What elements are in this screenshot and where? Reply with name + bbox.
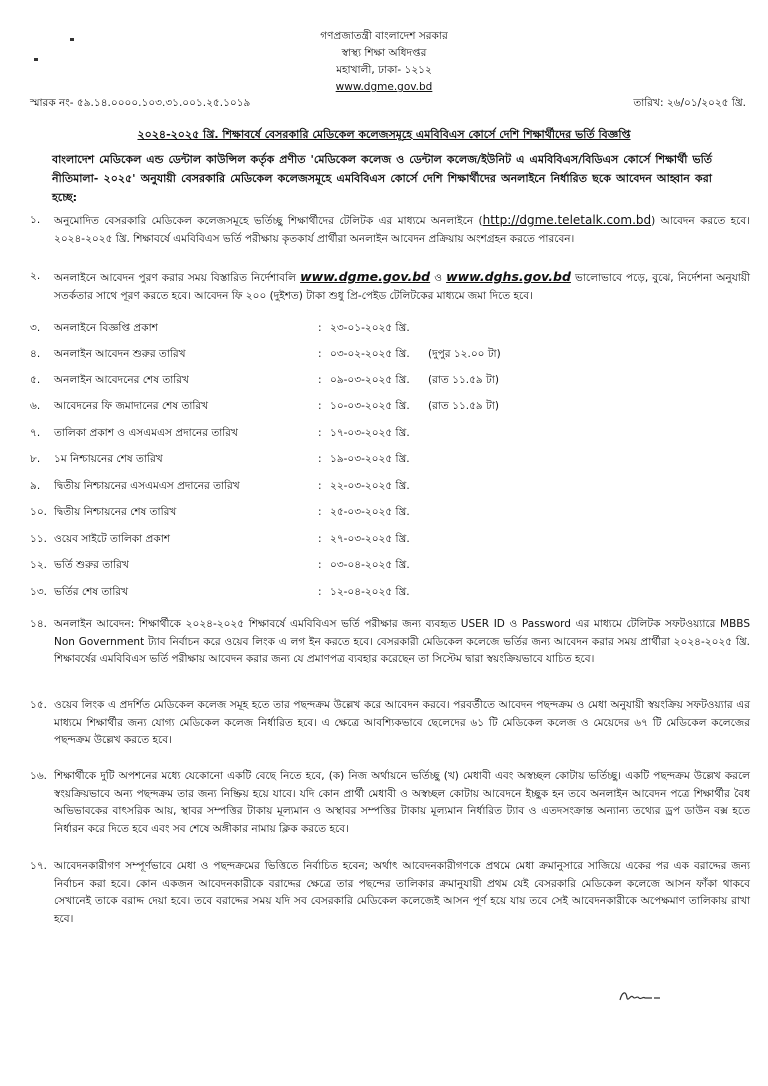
schedule-label: আবেদনের ফি জমাদানের শেষ তারিখ (54, 400, 209, 412)
schedule-date: ২৫-০৩-২০২৫ খ্রি. (330, 506, 410, 518)
schedule-date: ২৩-০১-২০২৫ খ্রি. (330, 322, 410, 334)
list-item (30, 697, 750, 750)
item-text: শিক্ষার্থীকে দুটি অপশনের মধ্যে যেকোনো একটি বেছে নিতে হবে, (ক) নিজ অর্থায়নে ভর্তিচ্ছু (খ) মেধাবী এবং অস্বচ্ছল কোটায় ভর্তিচ্ছু। একটি পছন্দক্রম উল্লেখ করলে স্বংয়ক্রিয়ভাবে অন্য পছন্দক্রম তার জন্য নিষ্ক্রিয় হয়ে যাবে। যদি কোন প্রার্থী মেধাবী ও অস্বচ্ছল কোটায় আবেদনে ইচ্ছুক হন তবে অনলাইন আবেদন পত্রে শিক্ষার্থীর বৈধ অভিভাবকের বাৎসরিক আয়, স্থাবর সম্পত্তির টাকায় মূল্যমান ও অস্থাবর সম্পত্তির টাকায় মূল্যমান নির্ধারিত ট্যাব ও এতদসংক্রান্ত অন্যান্য তথ্যের ড্রপ ডাউন বক্স হতে নির্ধারন করে দিতে হবে এবং সব শেষে অঙ্গীকার নামায় ক্লিক করতে হবে। (54, 770, 750, 835)
schedule-label: অনলাইন আবেদন শুরুর তারিখ (54, 348, 186, 360)
item-number: ১. (30, 214, 41, 226)
letterhead (0, 28, 768, 96)
schedule-date: ১২-০৪-২০২৫ খ্রি. (330, 586, 410, 598)
item-number: ১৭. (30, 860, 47, 872)
office-address: মহাখালী, ঢাকা- ১২১২ (336, 64, 432, 76)
schedule-colon: : (318, 453, 322, 465)
item-number: ৪. (30, 348, 41, 360)
schedule-label: ভর্তি শুরুর তারিখ (54, 559, 129, 571)
website-link[interactable]: www.dgme.gov.bd (335, 81, 433, 93)
item-text: আবেদনকারীগণ সম্পূর্ণভাবে মেধা ও পছন্দক্রমের ভিত্তিতে নির্বাচিত হবেন; অর্থাৎ আবেদনকারীগণকে প্রথমে মেধা ক্রমানুসারে সাজিয়ে একের পর এক বরাদ্দের জন্য নির্বাচন করা হবে। কোন একজন আবেদনকারীকে বরাদ্দের ক্ষেত্রে তার পছন্দের তালিকার ক্রমানুযায়ী প্রথম যেই বেসরকারি মেডিকেল কলেজে আসন ফাঁকা থাকবে সেখানেই তাকে বরাদ্দ দেয়া হবে। তবে বরাদ্দের সময় যদি সব বেসরকারি মেডিকেল কলেজেই আসন পূর্ণ হয়ে যায় তবে সেই আবেদনকারীকে অপেক্ষমাণ তালিকায় রাখা হবে। (54, 860, 750, 925)
schedule-colon: : (318, 533, 322, 545)
item-number: ১৩. (30, 586, 47, 598)
list-item (30, 616, 750, 669)
item-number: ৫. (30, 374, 41, 386)
schedule-label: দ্বিতীয় নিশ্চায়নের এসএমএস প্রদানের তারিখ (54, 480, 240, 492)
schedule-date: ২২-০৩-২০২৫ খ্রি. (330, 480, 410, 492)
item-text-part: ভালোভাবে পড়ে, বুঝে, নির্দেশনা অনুযায়ী সতর্কতার সাথে পূরণ করতে হবে। আবেদন ফি ২০০ (দুইশত) টাকা শুধু প্রি-পেইড টেলিটকের মাধ্যমে জমা দিতে হবে। (54, 272, 750, 302)
item-number: ৮. (30, 453, 41, 465)
schedule-colon: : (318, 506, 322, 518)
schedule-time: (দুপুর ১২.০০ টা) (428, 348, 501, 360)
schedule-colon: : (318, 480, 322, 492)
item-text (54, 268, 750, 305)
schedule-label: তালিকা প্রকাশ ও এসএমএস প্রদানের তারিখ (54, 427, 238, 439)
schedule-colon: : (318, 427, 322, 439)
schedule-colon: : (318, 348, 322, 360)
list-item (30, 858, 750, 928)
list-item (30, 768, 750, 838)
schedule-label: অনলাইনে বিজ্ঞপ্তি প্রকাশ (54, 322, 158, 334)
schedule-time: (রাত ১১.৫৯ টা) (428, 400, 499, 412)
list-item (30, 268, 750, 305)
notice-title: ২০২৪-২০২৫ খ্রি. শিক্ষাবর্ষে বেসরকারি মেডিকেল কলেজসমূহে এমবিবিএস কোর্সে দেশি শিক্ষার্থীদের ভর্তি বিজ্ঞপ্তি (137, 128, 631, 141)
schedule-colon: : (318, 586, 322, 598)
item-number: ৩. (30, 322, 41, 334)
schedule-label: দ্বিতীয় নিশ্চায়নের শেষ তারিখ (54, 506, 177, 518)
item-text-part: ও (434, 272, 442, 284)
dgme-link[interactable]: www.dgme.gov.bd (300, 269, 431, 284)
schedule-date: ০৩-০৪-২০২৫ খ্রি. (330, 559, 410, 571)
item-number: ২. (30, 270, 41, 282)
schedule-colon: : (318, 559, 322, 571)
signature-icon (618, 986, 662, 1004)
memo-date: তারিখ: ২৬/০১/২০২৫ খ্রি. (633, 97, 746, 109)
item-text (54, 212, 750, 248)
item-text: অনলাইন আবেদন: শিক্ষার্থীকে ২০২৪-২০২৫ শিক্ষাবর্ষে এমবিবিএস ভর্তি পরীক্ষার জন্য ব্যবহৃত USER ID ও Password এর মাধ্যমে টেলিটক সফটওয়্যারে MBBS Non Government ট্যাব নির্বাচন করে ওয়েব লিংক এ লগ ইন করতে হবে। বেসরকারী মেডিকেল কলেজে ভর্তির জন্য আবেদন করার সময় প্রার্থীরা ২০২৪-২০২৫ খ্রি. শিক্ষাবর্ষের এমবিবিএস ভর্তি পরীক্ষায় আবেদন করার জন্য যে প্রমাণপত্র ব্যবহার করেছেন তা সিস্টেম দ্বারা স্বয়ংক্রিয়ভাবে যাচিত হবে। (54, 618, 750, 665)
schedule-label: ভর্তির শেষ তারিখ (54, 586, 129, 598)
schedule-label: ১ম নিশ্চায়নের শেষ তারিখ (54, 453, 163, 465)
item-text: ওয়েব লিংক এ প্রদর্শিত মেডিকেল কলেজ সমূহ হতে তার পছন্দক্রম উল্লেখ করে আবেদন করবে। পরবর্তীতে আবেদন পছন্দক্রম ও মেধা অনুযায়ী স্বয়ংক্রিয় সফটওয়্যার এর মাধ্যমে শিক্ষার্থীর জন্য যোগ্য মেডিকেল কলেজ নির্ধারিত হবে। এ ক্ষেত্রে আবশ্যিকভাবে ছেলেদের ৬১ টি মেডিকেল কলেজ ও মেয়েদের ৬৭ টি মেডিকেল কলেজের পছন্দক্রম উল্লেখ করতে হবে। (54, 699, 750, 746)
schedule-label: অনলাইন আবেদনের শেষ তারিখ (54, 374, 189, 386)
memo-number: স্মারক নং- ৫৯.১৪.০০০০.১০৩.৩১.০০১.২৫.১০১৯ (30, 97, 251, 109)
department-name: স্বাস্থ্য শিক্ষা অধিদপ্তর (341, 47, 427, 59)
schedule-date: ২৭-০৩-২০২৫ খ্রি. (330, 533, 410, 545)
schedule-date: ০৩-০২-২০২৫ খ্রি. (330, 348, 410, 360)
item-number: ৬. (30, 400, 41, 412)
intro-paragraph: বাংলাদেশ মেডিকেল এন্ড ডেন্টাল কাউন্সিল কর্তৃক প্রণীত 'মেডিকেল কলেজ ও ডেন্টাল কলেজ/ইউনিট এ এমবিবিএস/বিডিএস কোর্সে শিক্ষার্থী ভর্তি নীতিমালা- ২০২৫' অনুযায়ী বেসরকারি মেডিকেল কলেজসমূহে এমবিবিএস কোর্সে দেশি শিক্ষার্থীদের অনলাইনে নির্ধারিত ছকে আবেদন আহ্বান করা হচ্ছে: (52, 153, 712, 204)
schedule-date: ০৯-০৩-২০২৫ খ্রি. (330, 374, 410, 386)
item-number: ৯. (30, 480, 41, 492)
item-text-part: অনলাইনে আবেদন পুরণ করার সময় বিস্তারিত নির্দেশাবলি (54, 272, 296, 284)
schedule-date: ১৯-০৩-২০২৫ খ্রি. (330, 453, 410, 465)
item-number: ১২. (30, 559, 47, 571)
item-number: ৭. (30, 427, 41, 439)
govt-name: গণপ্রজাতন্ত্রী বাংলাদেশ সরকার (320, 30, 448, 42)
schedule-date: ১৭-০৩-২০২৫ খ্রি. (330, 427, 410, 439)
list-item (30, 212, 750, 248)
item-number: ১০. (30, 506, 47, 518)
dghs-link[interactable]: www.dghs.gov.bd (446, 269, 571, 284)
schedule-colon: : (318, 400, 322, 412)
schedule-label: ওয়েব সাইটে তালিকা প্রকাশ (54, 533, 170, 545)
schedule-colon: : (318, 322, 322, 334)
item-text-part: অনুমোদিত বেসরকারি মেডিকেল কলেজসমূহে ভর্তিচ্ছু শিক্ষার্থীদের টেলিটক এর মাধ্যমে অনলাইনে ( (54, 215, 483, 227)
item-number: ১৪. (30, 618, 47, 630)
schedule-colon: : (318, 374, 322, 386)
schedule-time: (রাত ১১.৫৯ টা) (428, 374, 499, 386)
item-number: ১৫. (30, 699, 47, 711)
teletalk-link[interactable]: http://dgme.teletalk.com.bd (482, 213, 652, 227)
item-number: ১১. (30, 533, 47, 545)
schedule-date: ১০-০৩-২০২৫ খ্রি. (330, 400, 410, 412)
item-number: ১৬. (30, 770, 47, 782)
item-text-part: ) আবেদন করতে হবে। ২০২৪-২০২৫ খ্রি. শিক্ষাবর্ষে এমবিবিএস ভর্তি পরীক্ষায় কৃতকার্য প্রার্থীরা অনলাইন আবেদন প্রক্রিয়ায় অংশগ্রহন করতে পারবেন। (54, 215, 750, 245)
